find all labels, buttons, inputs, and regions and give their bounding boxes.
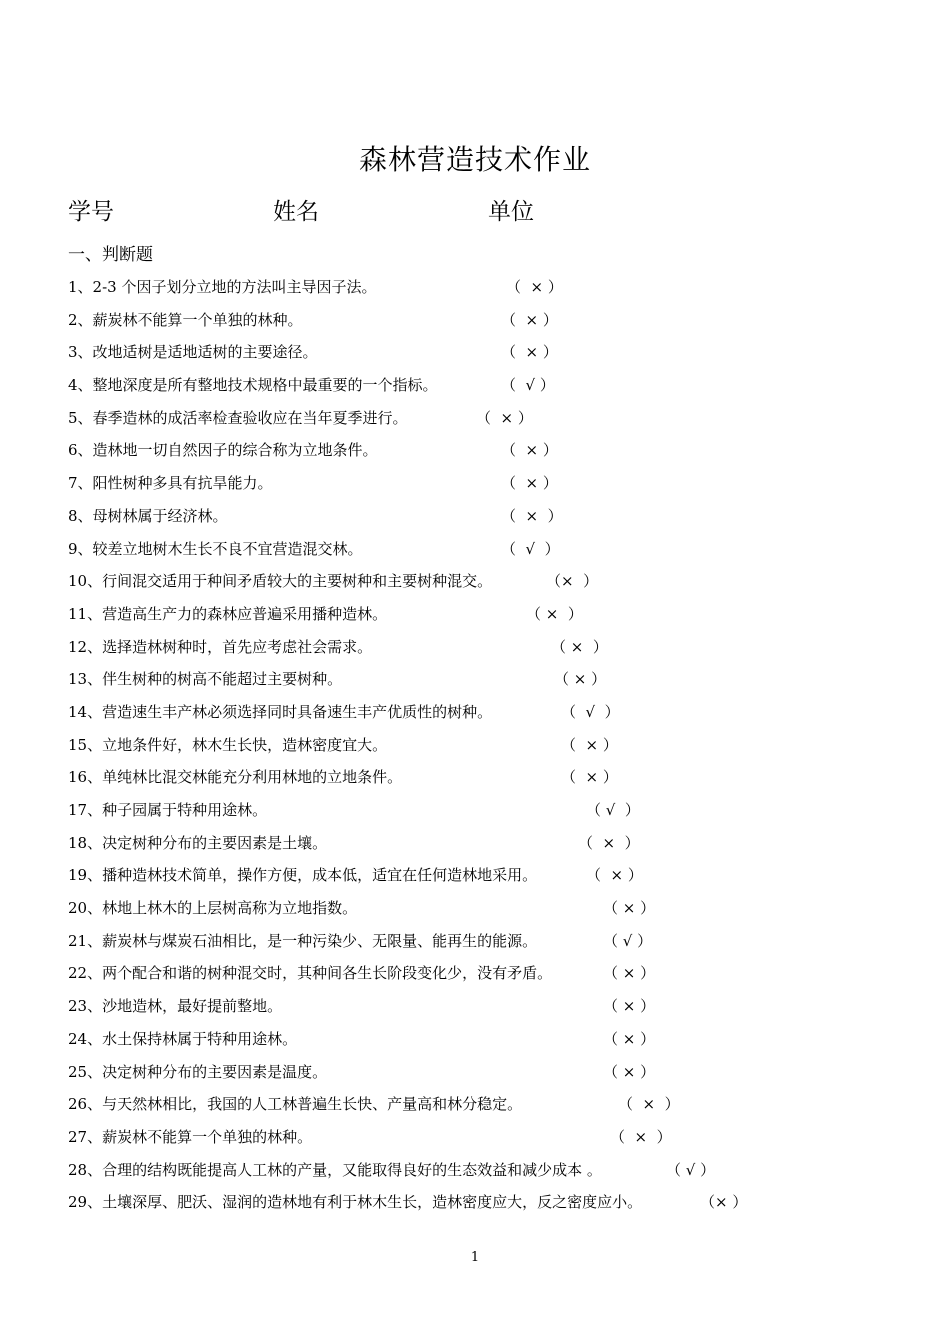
question-answer: （ × ） — [554, 670, 607, 689]
question-row-14 — [68, 701, 888, 734]
question-text: 11、营造高生产力的森林应普遍采用播种造林。 — [68, 604, 388, 623]
question-text: 4、整地深度是所有整地技术规格中最重要的一个指标。 — [68, 376, 438, 395]
question-row-15 — [68, 734, 888, 767]
document-title: 森林营造技术作业 — [358, 143, 591, 176]
question-answer: （ × ） — [610, 1127, 672, 1146]
question-text: 9、较差立地树木生长不良不宜营造混交林。 — [68, 539, 363, 558]
question-row-2 — [68, 309, 888, 342]
question-row-28 — [68, 1159, 888, 1192]
unit-label: 单位 — [488, 199, 534, 225]
question-row-16 — [68, 766, 888, 799]
question-text: 10、行间混交适用于种间矛盾较大的主要树种和主要树种混交。 — [68, 572, 493, 591]
question-row-13 — [68, 668, 888, 701]
question-text: 14、营造速生丰产林必须选择同时具备速生丰产优质性的树种。 — [68, 702, 493, 721]
question-answer: （ × ） — [618, 1095, 680, 1114]
question-answer: （ × ） — [603, 1062, 656, 1081]
question-answer: （ × ） — [501, 310, 558, 329]
question-answer: （ × ） — [526, 604, 583, 623]
question-text: 6、造林地一切自然因子的综合称为立地条件。 — [68, 441, 378, 460]
student-id-label: 学号 — [68, 199, 114, 225]
question-row-10 — [68, 570, 888, 603]
question-row-29 — [68, 1191, 888, 1224]
question-text: 27、薪炭林不能算一个单独的林种。 — [68, 1127, 313, 1146]
question-answer: （ × ） — [506, 278, 563, 296]
question-text: 7、阳性树种多具有抗旱能力。 — [68, 474, 273, 493]
question-row-1 — [68, 276, 888, 309]
question-answer: （ × ） — [501, 506, 563, 525]
question-text: 13、伴生树种的树高不能超过主要树种。 — [68, 670, 343, 689]
question-row-12 — [68, 636, 888, 669]
question-row-22 — [68, 962, 888, 995]
question-text: 2、薪炭林不能算一个单独的林种。 — [68, 310, 303, 329]
question-row-25 — [68, 1061, 888, 1094]
question-answer: （ × ） — [603, 899, 656, 918]
question-text: 22、两个配合和谐的树种混交时，其种间各生长阶段变化少，没有矛盾。 — [68, 964, 553, 983]
section-heading: 一、判断题 — [68, 245, 153, 265]
question-row-19 — [68, 864, 888, 897]
question-row-9 — [68, 538, 888, 571]
question-answer: （ × ） — [501, 474, 558, 493]
question-row-20 — [68, 897, 888, 930]
question-text: 1、2-3 个因子划分立地的方法叫主导因子法。 — [68, 278, 377, 296]
question-text: 28、合理的结构既能提高人工林的产量，又能取得良好的生态效益和减少成本 。 — [68, 1160, 602, 1179]
question-answer: （ √ ） — [666, 1160, 716, 1179]
question-row-26 — [68, 1093, 888, 1126]
question-text: 29、土壤深厚、肥沃、湿润的造林地有利于林木生长，造林密度应大，反之密度应小。 — [68, 1193, 643, 1212]
name-label: 姓名 — [273, 199, 319, 225]
question-text: 15、立地条件好，林木生长快，造林密度宜大。 — [68, 735, 388, 754]
question-answer: （ √ ） — [501, 376, 555, 395]
question-answer: （ × ） — [586, 866, 643, 885]
question-answer: （ × ） — [501, 343, 558, 362]
question-row-27 — [68, 1126, 888, 1159]
question-row-17 — [68, 799, 888, 832]
question-row-21 — [68, 930, 888, 963]
question-answer: （ × ） — [501, 441, 558, 460]
question-text: 18、决定树种分布的主要因素是土壤。 — [68, 833, 328, 852]
question-text: 16、单纯林比混交林能充分利用林地的立地条件。 — [68, 768, 403, 787]
question-row-3 — [68, 341, 888, 374]
question-text: 24、水土保持林属于特种用途林。 — [68, 1029, 298, 1048]
question-answer: （ × ） — [551, 637, 608, 656]
question-answer: （× ） — [700, 1193, 748, 1212]
question-text: 19、播种造林技术简单，操作方便，成本低，适宜在任何造林地采用。 — [68, 866, 538, 885]
question-row-11 — [68, 603, 888, 636]
question-text: 8、母树林属于经济林。 — [68, 506, 228, 525]
question-answer: （ √ ） — [586, 801, 640, 819]
question-text: 25、决定树种分布的主要因素是温度。 — [68, 1062, 328, 1081]
question-row-5 — [68, 407, 888, 440]
question-row-24 — [68, 1028, 888, 1061]
question-text: 5、春季造林的成活率检查验收应在当年夏季进行。 — [68, 408, 408, 427]
question-answer: （ × ） — [476, 408, 533, 427]
question-row-18 — [68, 832, 888, 865]
question-text: 17、种子园属于特种用途林。 — [68, 801, 268, 819]
question-row-8 — [68, 505, 888, 538]
question-answer: （ × ） — [603, 964, 656, 983]
question-answer: （× ） — [546, 572, 599, 591]
page-number: 1 — [470, 1250, 480, 1265]
question-row-23 — [68, 995, 888, 1028]
question-answer: （ × ） — [578, 833, 640, 852]
question-answer: （ √ ） — [561, 702, 620, 721]
question-answer: （ √ ） — [501, 539, 560, 558]
question-text: 3、改地适树是适地适树的主要途径。 — [68, 343, 318, 362]
question-row-4 — [68, 374, 888, 407]
question-text: 21、薪炭林与煤炭石油相比，是一种污染少、无限量、能再生的能源。 — [68, 931, 538, 950]
question-answer: （ √ ） — [603, 931, 653, 950]
question-text: 26、与天然林相比，我国的人工林普遍生长快、产量高和林分稳定。 — [68, 1095, 523, 1114]
question-text: 20、林地上林木的上层树高称为立地指数。 — [68, 899, 358, 918]
question-answer: （ × ） — [561, 735, 618, 754]
question-answer: （ × ） — [603, 997, 656, 1016]
question-row-7 — [68, 472, 888, 505]
question-text: 23、沙地造林，最好提前整地。 — [68, 997, 283, 1016]
question-answer: （ × ） — [561, 768, 618, 787]
question-text: 12、选择造林树种时，首先应考虑社会需求。 — [68, 637, 373, 656]
question-row-6 — [68, 439, 888, 472]
question-answer: （ × ） — [603, 1029, 656, 1048]
question-list — [68, 276, 888, 1224]
